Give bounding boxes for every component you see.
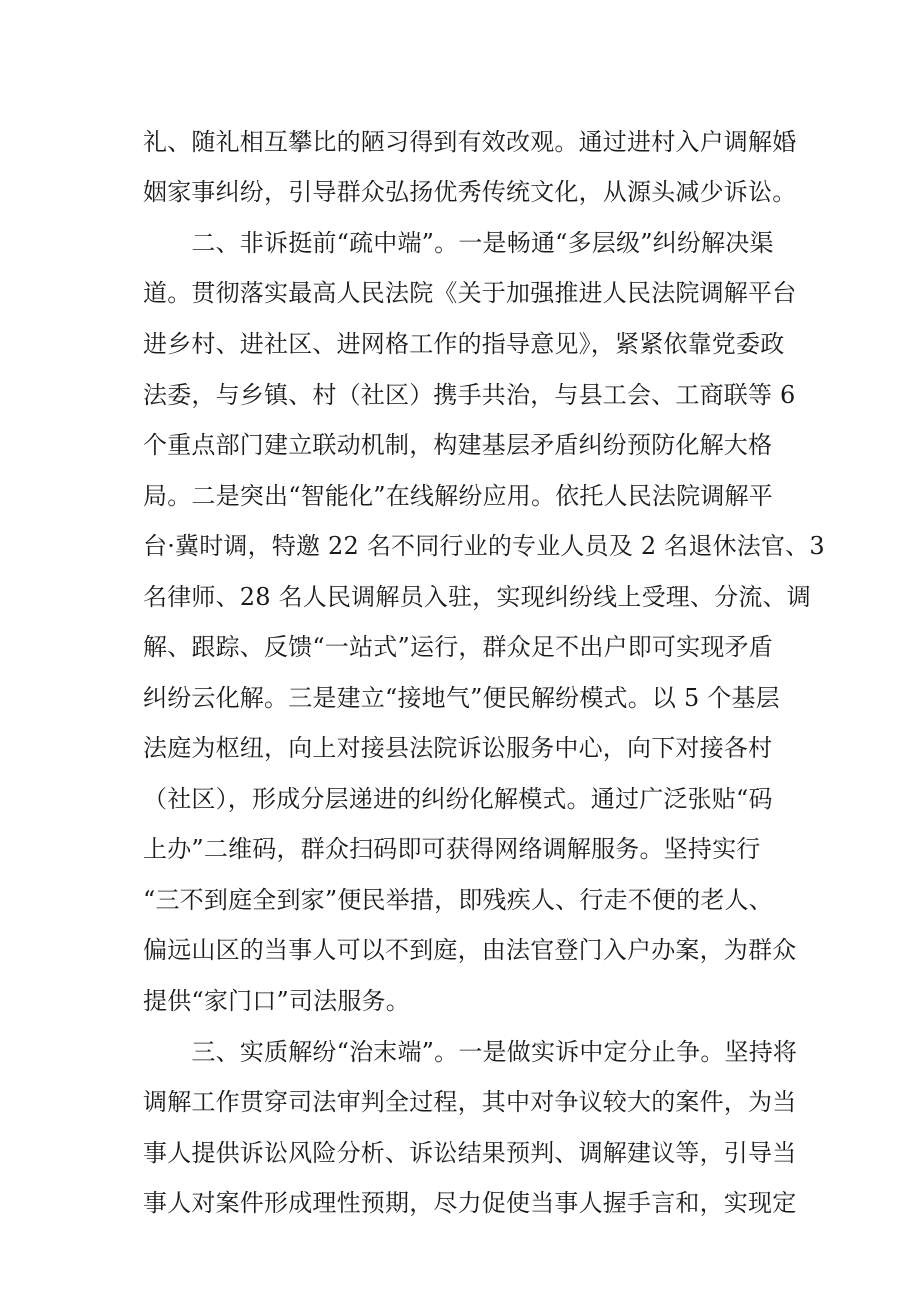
text-line: 上办”二维码，群众扫码即可获得网络调解服务。坚持实行	[143, 835, 761, 863]
text-line: 礼、随礼相互攀比的陋习得到有效改观。通过进村入户调解婚	[143, 128, 797, 156]
text-line: 三、实质解纷“治末端”。一是做实诉中定分止争。坚持将	[143, 1038, 798, 1066]
text-line: 事人对案件形成理性预期，尽力促使当事人握手言和，实现定	[143, 1189, 797, 1217]
text-line: 提供“家门口”司法服务。	[143, 987, 410, 1015]
text-line: 局。二是突出“智能化”在线解纷应用。依托人民法院调解平	[143, 482, 773, 510]
text-line: 解、跟踪、反馈“一站式”运行，群众足不出户即可实现矛盾	[143, 633, 773, 661]
text-line: 名律师、28 名人民调解员入驻，实现纠纷线上受理、分流、调	[143, 583, 811, 611]
text-line: 进乡村、进社区、进网格工作的指导意见》，紧紧依靠党委政	[143, 330, 785, 358]
text-line: 偏远山区的当事人可以不到庭，由法官登门入户办案，为群众	[143, 936, 797, 964]
text-line: “三不到庭全到家”便民举措，即残疾人、行走不便的老人、	[143, 886, 773, 914]
text-line: 法庭为枢纽，向上对接县法院诉讼服务中心，向下对接各村	[143, 734, 773, 762]
text-line: 道。贯彻落实最高人民法院《关于加强推进人民法院调解平台	[143, 279, 797, 307]
text-line: 个重点部门建立联动机制，构建基层矛盾纠纷预防化解大格	[143, 431, 773, 459]
text-line: 姻家事纠纷，引导群众弘扬优秀传统文化，从源头减少诉讼。	[143, 178, 797, 206]
text-line: 法委，与乡镇、村（社区）携手共治，与县工会、工商联等 6	[143, 381, 796, 409]
text-line: 事人提供诉讼风险分析、诉讼结果预判、调解建议等，引导当	[143, 1139, 797, 1167]
text-line: 调解工作贯穿司法审判全过程，其中对争议较大的案件，为当	[143, 1088, 797, 1116]
text-line: （社区），形成分层递进的纠纷化解模式。通过广泛张贴“码	[143, 785, 773, 813]
text-line: 台·冀时调，特邀 22 名不同行业的专业人员及 2 名退休法官、3	[143, 532, 825, 560]
text-line: 二、非诉挺前“疏中端”。一是畅通“多层级”纠纷解决渠	[143, 229, 774, 257]
text-line: 纠纷云化解。三是建立“接地气”便民解纷模式。以 5 个基层	[143, 684, 780, 712]
